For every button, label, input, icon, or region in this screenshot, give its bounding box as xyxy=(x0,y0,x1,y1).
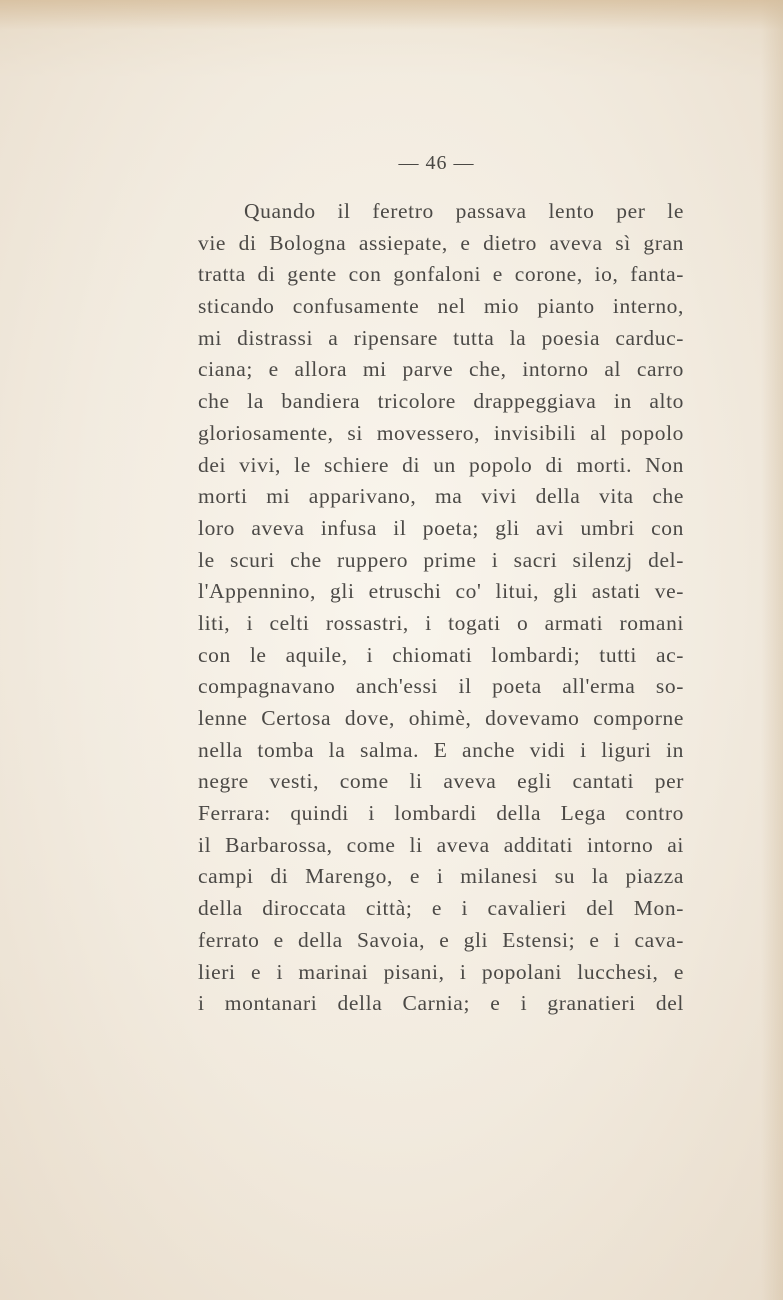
text-line: loro aveva infusa il poeta; gli avi umbri con xyxy=(198,515,684,540)
text-line: campi di Marengo, e i milanesi su la piazza xyxy=(198,864,684,889)
text-line: l'Appennino, gli etruschi co' litui, gli astati ve- xyxy=(198,579,684,604)
text-line: i montanari della Carnia; e i granatieri del xyxy=(198,991,684,1016)
text-line: le scuri che ruppero prime i sacri silenzj del- xyxy=(198,547,684,572)
text-line: vie di Bologna assiepate, e dietro aveva sì gran xyxy=(198,230,684,255)
text-line: dei vivi, le schiere di un popolo di morti. Non xyxy=(198,452,684,477)
text-line: tratta di gente con gonfaloni e corone, io, fanta- xyxy=(198,262,684,287)
text-line: liti, i celti rossastri, i togati o armati romani xyxy=(198,610,684,635)
page-number: — 46 — xyxy=(398,152,475,174)
text-line: che la bandiera tricolore drappeggiava in alto xyxy=(198,389,684,414)
text-line: negre vesti, come li aveva egli cantati per xyxy=(198,769,684,794)
text-line: lieri e i marinai pisani, i popolani lucchesi, e xyxy=(198,959,684,984)
text-line: mi distrassi a ripensare tutta la poesia carduc- xyxy=(198,325,684,350)
text-line: ciana; e allora mi parve che, intorno al carro xyxy=(198,357,684,382)
text-line: Quando il feretro passava lento per le xyxy=(244,199,684,223)
text-line: sticando confusamente nel mio pianto interno, xyxy=(198,294,684,319)
text-line: il Barbarossa, come li aveva additati intorno ai xyxy=(198,832,684,857)
text-line: compagnavano anch'essi il poeta all'erma so- xyxy=(198,674,684,699)
text-line: nella tomba la salma. E anche vidi i liguri in xyxy=(198,737,684,762)
text-line: Ferrara: quindi i lombardi della Lega contro xyxy=(198,801,684,826)
body-text xyxy=(198,196,684,1020)
text-line: della diroccata città; e i cavalieri del Mon- xyxy=(198,896,684,921)
text-line: morti mi apparivano, ma vivi della vita che xyxy=(198,484,684,509)
text-line: gloriosamente, si movessero, invisibili al popolo xyxy=(198,420,684,445)
text-line: con le aquile, i chiomati lombardi; tutti ac- xyxy=(198,642,684,667)
text-line: ferrato e della Savoia, e gli Estensi; e i cava- xyxy=(198,927,684,952)
text-line: lenne Certosa dove, ohimè, dovevamo comporne xyxy=(198,706,684,730)
